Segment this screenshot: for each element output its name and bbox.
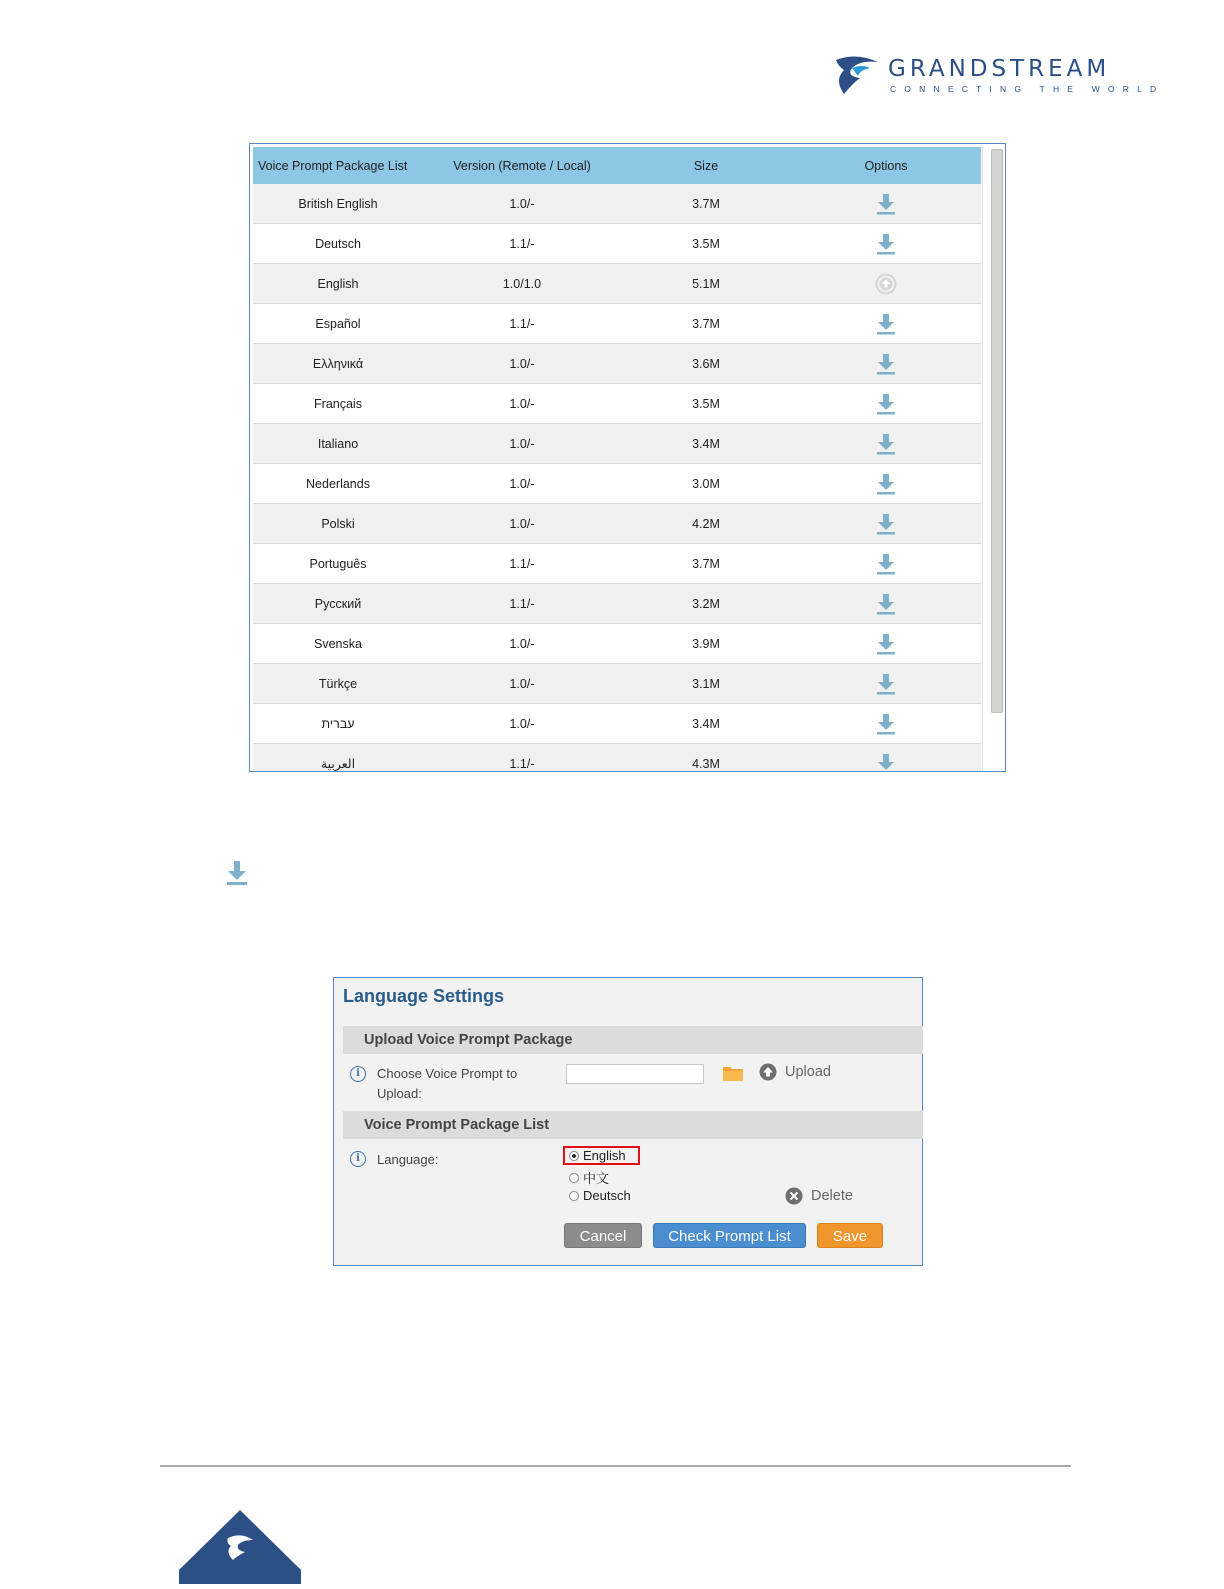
package-size: 3.6M: [692, 356, 720, 371]
cancel-button[interactable]: Cancel: [564, 1223, 642, 1248]
table-row: [253, 264, 981, 304]
table-body: [253, 184, 981, 772]
download-icon[interactable]: [791, 713, 981, 735]
footer-divider: [160, 1465, 1071, 1467]
grandstream-logo: [834, 52, 1164, 100]
table-row: [253, 224, 981, 264]
panel-title: Language Settings: [343, 986, 505, 1006]
package-size: 3.5M: [692, 236, 720, 251]
voice-prompt-package-panel: [249, 143, 1006, 772]
table-row: [253, 744, 981, 772]
download-icon[interactable]: [791, 753, 981, 773]
check-prompt-list-button[interactable]: Check Prompt List: [653, 1223, 806, 1248]
download-icon[interactable]: [791, 353, 981, 375]
table-header: [253, 147, 981, 184]
download-icon[interactable]: [791, 193, 981, 215]
download-icon[interactable]: [791, 473, 981, 495]
table-row: [253, 344, 981, 384]
package-size: 4.3M: [692, 756, 720, 771]
language-settings-panel: [333, 977, 923, 1266]
save-button[interactable]: Save: [817, 1223, 883, 1248]
table-row: [253, 424, 981, 464]
package-size: 3.9M: [692, 636, 720, 651]
download-icon[interactable]: [791, 393, 981, 415]
package-version: 1.1/-: [509, 756, 535, 771]
selection-highlight: [563, 1146, 640, 1165]
list-section-header: Voice Prompt Package List: [343, 1111, 923, 1139]
scrollbar-thumb[interactable]: [991, 149, 1003, 713]
package-name: Français: [314, 396, 362, 411]
package-name: Nederlands: [306, 476, 370, 491]
folder-icon[interactable]: [722, 1064, 744, 1087]
column-header-options: Options: [864, 158, 908, 173]
package-table: [253, 147, 981, 772]
package-size: 3.0M: [692, 476, 720, 491]
table-row: [253, 544, 981, 584]
radio-button[interactable]: [569, 1191, 579, 1201]
package-size: 4.2M: [692, 516, 720, 531]
package-name: Svenska: [314, 636, 362, 651]
close-icon: [785, 1187, 803, 1205]
package-version: 1.0/-: [509, 356, 535, 371]
download-icon[interactable]: [791, 313, 981, 335]
package-size: 3.5M: [692, 396, 720, 411]
column-header-name: Voice Prompt Package List: [258, 158, 408, 173]
footer-logo-badge: [179, 1510, 301, 1589]
language-option-label: 中文: [583, 1171, 610, 1186]
table-row: [253, 664, 981, 704]
table-row: [253, 624, 981, 664]
download-icon[interactable]: [791, 553, 981, 575]
package-size: 3.1M: [692, 676, 720, 691]
download-icon[interactable]: [791, 593, 981, 615]
package-name: עברית: [321, 716, 355, 731]
download-icon[interactable]: [791, 633, 981, 655]
package-name: Ελληνικά: [312, 356, 364, 371]
package-version: 1.1/-: [509, 316, 535, 331]
package-name: Português: [309, 556, 367, 571]
package-size: 5.1M: [692, 276, 720, 291]
table-row: [253, 704, 981, 744]
package-version: 1.0/-: [509, 636, 535, 651]
logo-tagline: CONNECTING THE WORLD: [890, 84, 1165, 94]
radio-button[interactable]: [569, 1173, 579, 1183]
package-version: 1.1/-: [509, 556, 535, 571]
table-row: [253, 464, 981, 504]
update-icon: [791, 273, 981, 295]
delete-label: Delete: [811, 1188, 853, 1204]
file-path-input[interactable]: [566, 1064, 704, 1084]
package-version: 1.1/-: [509, 596, 535, 611]
grandstream-swirl-icon: [834, 54, 880, 96]
package-version: 1.0/-: [509, 716, 535, 731]
package-version: 1.0/-: [509, 436, 535, 451]
language-option-label: Deutsch: [583, 1188, 631, 1203]
package-size: 3.7M: [692, 316, 720, 331]
package-version: 1.0/-: [509, 516, 535, 531]
package-name: Polski: [321, 516, 355, 531]
language-option-chinese[interactable]: [569, 1168, 609, 1187]
package-size: 3.2M: [692, 596, 720, 611]
download-icon[interactable]: [791, 513, 981, 535]
package-size: 3.7M: [692, 556, 720, 571]
package-name: Español: [315, 316, 361, 331]
upload-section-header: Upload Voice Prompt Package: [343, 1026, 923, 1054]
table-scrollbar[interactable]: [982, 147, 1005, 771]
package-name: العربية: [320, 757, 356, 771]
table-row: [253, 304, 981, 344]
package-name: British English: [298, 196, 378, 211]
upload-button[interactable]: [759, 1063, 831, 1081]
column-header-size: Size: [693, 158, 719, 173]
delete-button[interactable]: [785, 1187, 853, 1205]
download-icon[interactable]: [791, 673, 981, 695]
package-version: 1.0/1.0: [502, 276, 542, 291]
column-header-version: Version (Remote / Local): [453, 158, 591, 173]
choose-prompt-label: Choose Voice Prompt to Upload:: [377, 1066, 518, 1101]
package-version: 1.0/-: [509, 196, 535, 211]
package-name: Italiano: [317, 436, 359, 451]
package-size: 3.7M: [692, 196, 720, 211]
package-version: 1.0/-: [509, 396, 535, 411]
table-row: [253, 504, 981, 544]
package-size: 3.4M: [692, 436, 720, 451]
table-row: [253, 184, 981, 224]
download-icon: [226, 860, 248, 891]
package-name: Pусский: [314, 596, 362, 611]
package-name: English: [317, 276, 359, 291]
upload-label: Upload: [785, 1064, 831, 1080]
table-row: [253, 584, 981, 624]
info-icon[interactable]: i: [350, 1066, 366, 1082]
download-icon[interactable]: [791, 233, 981, 255]
language-label: Language:: [377, 1152, 439, 1167]
upload-icon: [759, 1063, 777, 1081]
logo-wordmark: GRANDSTREAM: [888, 56, 1111, 82]
package-version: 1.0/-: [509, 676, 535, 691]
table-row: [253, 384, 981, 424]
package-version: 1.1/-: [509, 236, 535, 251]
download-icon[interactable]: [791, 433, 981, 455]
package-name: Deutsch: [315, 236, 361, 251]
info-icon[interactable]: i: [350, 1151, 366, 1167]
package-version: 1.0/-: [509, 476, 535, 491]
package-size: 3.4M: [692, 716, 720, 731]
language-option-deutsch[interactable]: [569, 1188, 631, 1203]
package-name: Türkçe: [318, 676, 358, 691]
language-option-label: English: [583, 1148, 626, 1163]
